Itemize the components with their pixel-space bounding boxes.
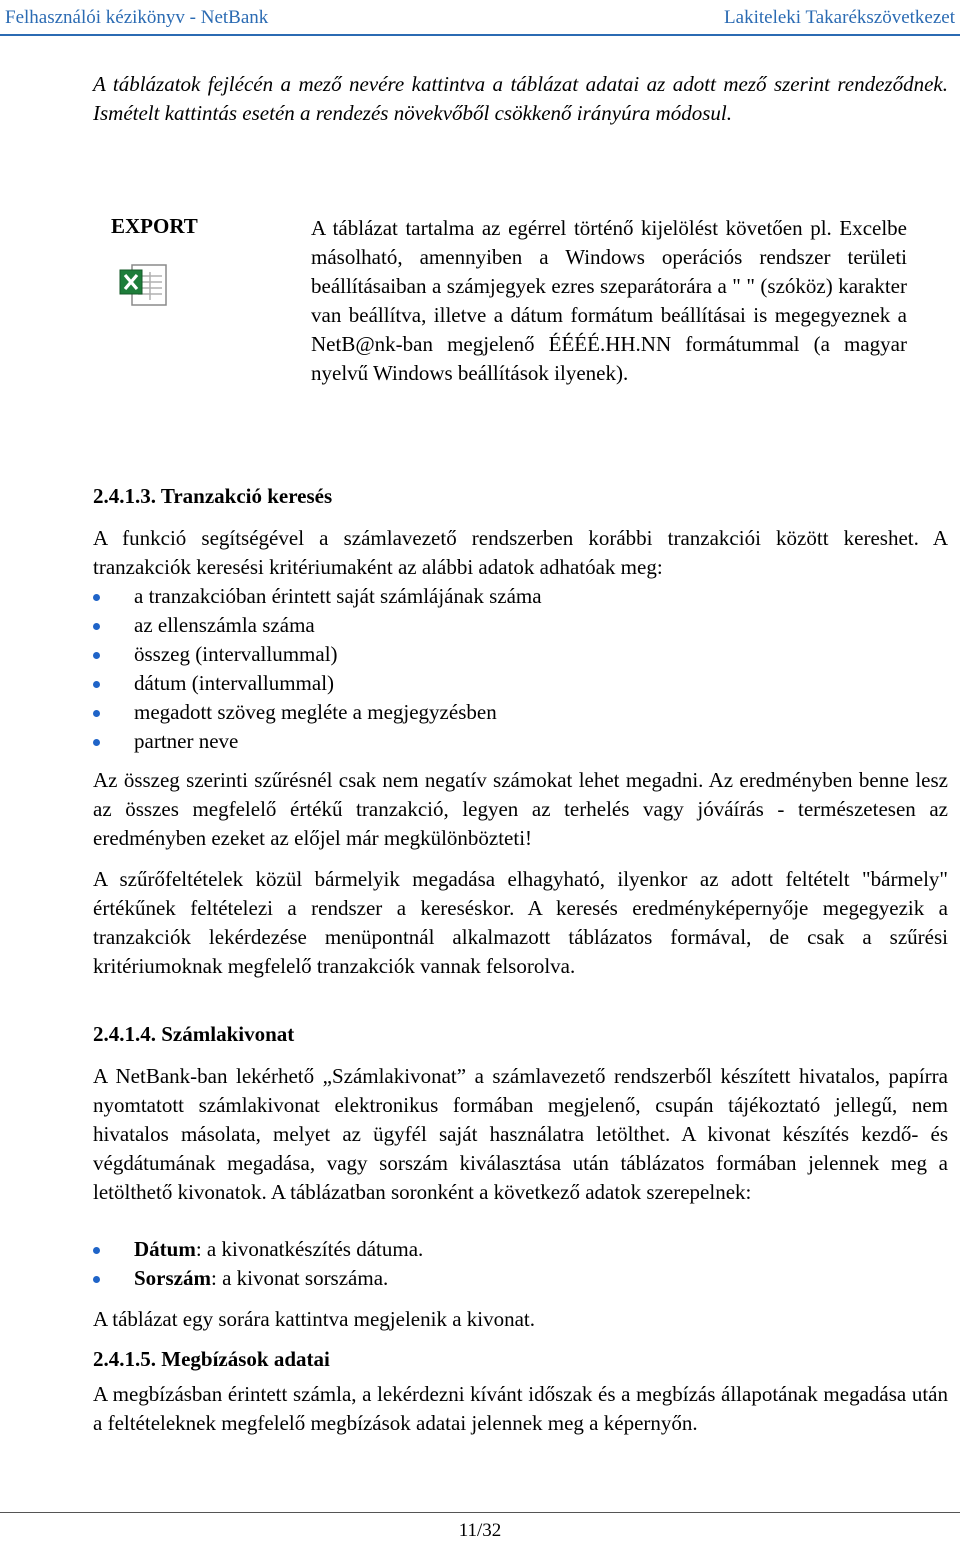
export-description: A táblázat tartalma az egérrel történő kijelölést követően pl. Excelbe másolható, amennyiben a Windows operációs rendszer területi beállításaiban a számjegyek ezres szeparátorára a " " (szóköz) karakter van beállítva, illetve a dátum formátum beállításai is megegyeznek a NetB@nk-ban megjelenő ÉÉÉÉ.HH.NN formátummal (a magyar nyelvű Windows beállítások ilyenek). [311, 216, 907, 385]
list-item: a tranzakcióban érintett saját számlájának száma [93, 582, 948, 611]
amount-filter-note: Az összeg szerinti szűrésnél csak nem negatív számokat lehet megadni. Az eredményben benne lesz az összes megfelelő értékű tranzakció, legyen az terhelés vagy jóváírás - természetesen az eredményben ezeket az előjel már megkülönbözteti! [93, 768, 948, 850]
header-divider [0, 34, 960, 36]
bullet-icon [93, 1276, 100, 1283]
bullet-icon [93, 710, 100, 717]
statement-description: A NetBank-ban lekérhető „Számlakivonat” a számlavezető rendszerből készített hivatalos, papírra nyomtatott számlakivonat elektronikus formában megjelenő, csupán tájékoztató jellegű, nem hivatalos másolata, melyet az ügyfél saját használatra letölthet. A kivonat készítés kezdő- és végdátumának megadása, vagy sorszám kiválasztása után táblázatos formában jelennek meg a letölthető kivonatok. A táblázatban soronként a következő adatok szerepelnek: [93, 1064, 948, 1204]
section-heading-2414: 2.4.1.4. Számlakivonat [93, 1022, 295, 1046]
bullet-icon [93, 1247, 100, 1254]
list-item: Sorszám: a kivonat sorszáma. [93, 1264, 948, 1293]
statement-click-note: A táblázat egy sorára kattintva megjelenik a kivonat. [93, 1307, 536, 1331]
header-title: Felhasználói kézikönyv - NetBank [5, 7, 269, 28]
footer-divider [0, 1512, 960, 1513]
excel-export-icon [118, 262, 170, 308]
header-organization: Lakiteleki Takarékszövetkezet [724, 7, 955, 28]
section-heading-2415: 2.4.1.5. Megbízások adatai [93, 1347, 330, 1371]
list-item: az ellenszámla száma [93, 611, 948, 640]
filter-conditions-note: A szűrőfeltételek közül bármelyik megadása elhagyható, ilyenkor az adott feltételt "bármely" értékűnek feltételezi a rendszer a kereséskor. A keresés eredményképernyője megegyezik a tranzakciók lekérdezése menüpontnál alkalmazott táblázatos formával, de csak a szűrési kritériumoknak megfelelő tranzakciók vannak felsorolva. [93, 867, 948, 978]
page-number: 11/32 [458, 1520, 502, 1541]
bullet-icon [93, 594, 100, 601]
list-item: dátum (intervallummal) [93, 669, 948, 698]
list-item: megadott szöveg megléte a megjegyzésben [93, 698, 948, 727]
statement-fields-list [93, 1235, 948, 1293]
list-item: Dátum: a kivonatkészítés dátuma. [93, 1235, 948, 1264]
list-item: partner neve [93, 727, 948, 756]
list-item: összeg (intervallummal) [93, 640, 948, 669]
bullet-icon [93, 739, 100, 746]
section-heading-2413: 2.4.1.3. Tranzakció keresés [93, 484, 333, 508]
transaction-search-intro: A funkció segítségével a számlavezető rendszerben korábbi tranzakciói között kereshet. A tranzakciók keresési kritériumaként az alábbi adatok adhatóak meg: [93, 526, 948, 579]
page-header [0, 0, 960, 34]
sorting-note: A táblázatok fejlécén a mező nevére kattintva a táblázat adatai az adott mező szerint rendeződnek. Ismételt kattintás esetén a rendezés növekvőből csökkenő irányúra módosul. [93, 72, 948, 125]
bullet-icon [93, 652, 100, 659]
orders-description: A megbízásban érintett számla, a lekérdezni kívánt időszak és a megbízás állapotának megadása után a feltételeknek megfelelő megbízások adatai jelennek meg a képernyőn. [93, 1382, 948, 1435]
search-criteria-list [93, 582, 948, 756]
bullet-icon [93, 681, 100, 688]
export-label: EXPORT [111, 214, 198, 238]
bullet-icon [93, 623, 100, 630]
